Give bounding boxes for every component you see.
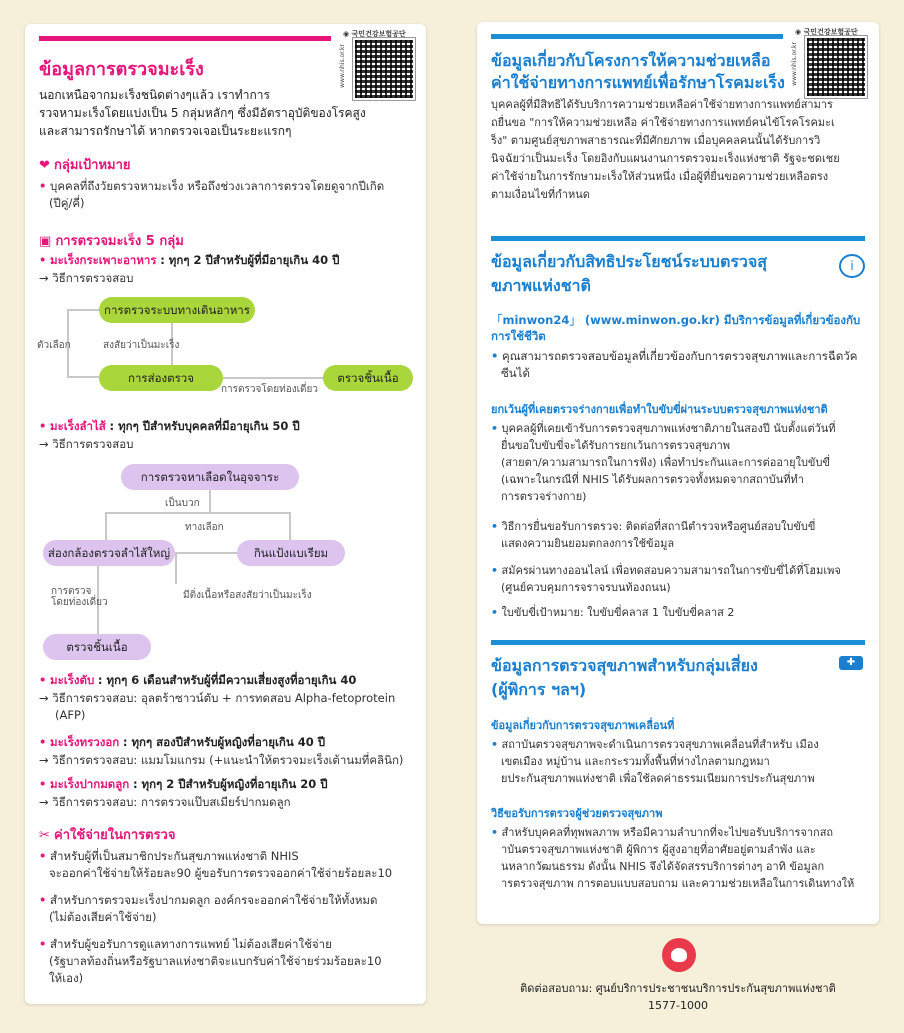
cost-heading: ✂ ค่าใช้จ่ายในการตรวจ bbox=[39, 828, 176, 843]
footer-contact bbox=[477, 980, 879, 1014]
qr-code[interactable] bbox=[805, 36, 867, 98]
minwon-text: • คุณสามารถตรวจสอบข้อมูลที่เกี่ยวข้องกับการตรวจสุขภาพและการฉีดวัค ซีนได้ bbox=[491, 349, 858, 380]
cost-item: • สำหรับผู้ขอรับการดูแลทางการแพทย์ ไม่ต้องเสียค่าใช้จ่าย (รัฐบาลท้องถิ่นหรือรัฐบาลแห่งชาติจะแบกรับค่าใช้จ่ายร่วมร้อยละ10 ให้เอง) bbox=[39, 937, 382, 985]
flow-label-suspect: สงสัยว่าเป็นมะเร็ง bbox=[103, 340, 180, 351]
stomach-method: → วิธีการตรวจสอบ bbox=[39, 271, 134, 285]
colon-method: → วิธีการตรวจสอบ bbox=[39, 437, 134, 451]
flow-box-barium: กินแป้งแบเรียม bbox=[237, 540, 345, 566]
nhis-logo-icon: ◉ 국민건강보험공단 bbox=[343, 30, 406, 38]
title-bar bbox=[39, 36, 331, 41]
heart-logo-icon bbox=[662, 938, 696, 972]
flow-label-alone: การตรวจโดยท่องเดี่ยว bbox=[221, 384, 318, 395]
flow-label-positive: เป็นบวก bbox=[165, 498, 200, 509]
cost-item: • สำหรับผู้ที่เป็นสมาชิกประกันสุขภาพแห่งชาติ NHIS จะออกค่าใช้จ่ายให้ร้อยละ90 ผู้ขอรับการตรวจออกค่าใช้จ่ายร้อยละ10 bbox=[39, 849, 393, 880]
cost-item: • สำหรับการตรวจมะเร็งปากมดลูก องค์กรจะออกค่าใช้จ่ายให้ทั้งหมด (ไม่ต้องเสียค่าใช้จ่าย) bbox=[39, 893, 378, 924]
support-info-card bbox=[477, 22, 879, 924]
flow-box-fobt: การตรวจหาเลือดในอุจจาระ bbox=[121, 464, 299, 490]
title-bar bbox=[491, 34, 783, 39]
qr-caption: www.nhis.or.kr bbox=[791, 42, 798, 86]
money-icon: ✂ bbox=[39, 828, 50, 843]
section-title-benefits: ข้อมูลเกี่ยวกับสิทธิประโยชน์ระบบตรวจสุ ขภาพแห่งชาติ bbox=[491, 252, 768, 295]
target-heading: ❤ กลุ่มเป้าหมาย bbox=[39, 158, 131, 173]
stomach-item: • มะเร็งกระเพาะอาหาร : ทุกๆ 2 ปีสำหรับผู้ที่มีอายุเกิน 40 ปี bbox=[39, 253, 340, 267]
section-title-risk-groups: ข้อมูลการตรวจสุขภาพสำหรับกลุ่มเสี่ยง (ผู้พิการ ฯลฯ) bbox=[491, 656, 758, 699]
page-title: ข้อมูลการตรวจมะเร็ง bbox=[39, 59, 204, 80]
phone-number[interactable]: 1577-1000 bbox=[648, 999, 708, 1012]
disabled-text: • สำหรับบุคคลที่ทุพพลภาพ หรือมีความลำบากที่จะไปขอรับบริการจากสถ าบันตรวจสุขภาพแห่งชาติ ผู้พิการ ผู้สูงอายุที่อาศัยอยู่ตามลำพัง และ นหลากวัฒนธรรม ดังนั้น NHIS จึงได้จัดสรรบริการต่างๆ อาทิ ข้อมูลก ารตรวจสุขภาพ การตอบแบบสอบถาม และความช่วยเหลือในการเดินทางให้ bbox=[491, 826, 855, 890]
groups-heading: ▣ การตรวจมะเร็ง 5 กลุ่ม bbox=[39, 234, 184, 249]
mobile-heading: ข้อมูลเกี่ยวกับการตรวจสุขภาพเคลื่อนที่ bbox=[491, 719, 675, 732]
flow-box-biopsy: ตรวจชิ้นเนื้อ bbox=[43, 634, 151, 660]
exempt-item: • บุคคลผู้ที่เคยเข้ารับการตรวจสุขภาพแห่งชาติภายในสองปี นับตั้งแต่วันที่ ยื่นขอใบขับขี่จะได้รับการยกเว้นการตรวจสุขภาพ (สายตา/ความสามารถในการฟัง) เพื่อทำประกันและการต่ออายุใบขับขี่ (เฉพาะในกรณีที่ NHIS ได้รับผลการตรวจทั้งหมดจากสถาบันที่ทำ การตรวจร่างกาย) bbox=[491, 422, 836, 503]
flow-label-choice: ตัวเลือก bbox=[37, 340, 71, 351]
disabled-heading: วิธีขอรับการตรวจผู้ช่วยตรวจสุขภาพ bbox=[491, 807, 663, 820]
cervix-item: • มะเร็งปากมดลูก : ทุกๆ 2 ปีสำหรับผู้หญิงที่อายุเกิน 20 ปี bbox=[39, 777, 328, 791]
intro-text: นอกเหนือจากมะเร็งชนิดต่างๆแล้ว เราทำการ รวจหามะเร็งโดยแบ่งเป็น 5 กลุ่มหลักๆ ซึ่งมีอัตราอุบัติของโรคสูง และสามารถรักษาได้ หากตรวจเจอเป็นระยะแรกๆ bbox=[39, 88, 366, 138]
flow-label-polyp: มีติ่งเนื้อหรือสงสัยว่าเป็นมะเร็ง bbox=[183, 590, 312, 601]
exempt-heading: ยกเว้นผู้ที่เคยตรวจร่างกายเพื่อทำใบขับขี่ผ่านระบบตรวจสุขภาพแห่งชาติ bbox=[491, 403, 828, 416]
section-title-support: ข้อมูลเกี่ยวกับโครงการให้ความช่วยเหลือ ค่าใช้จ่ายทางการแพทย์เพื่อรักษาโรคมะเร็ง bbox=[491, 51, 785, 92]
liver-method: → วิธีการตรวจสอบ: อุลตร้าซาวน์ตับ + การทดสอบ Alpha-fetoprotein (AFP) bbox=[39, 691, 396, 722]
flow-label-choice: ทางเลือก bbox=[185, 522, 224, 533]
liver-item: • มะเร็งตับ : ทุกๆ 6 เดือนสำหรับผู้ที่มีความเสี่ยงสูงที่อายุเกิน 40 bbox=[39, 673, 357, 687]
info-icon: i bbox=[839, 254, 865, 278]
minwon-heading: 「minwon24」 (www.minwon.go.kr) มีบริการข้อมูลที่เกี่ยวข้องกับ การใช้ชีวิต bbox=[491, 313, 861, 343]
heartbeat-icon: ❤ bbox=[39, 158, 50, 173]
nhis-logo-icon: ◉ 국민건강보험공단 bbox=[795, 28, 858, 36]
flow-box-gi-exam: การตรวจระบบทางเดินอาหาร bbox=[99, 297, 255, 323]
target-text: • บุคคลที่ถึงวัยตรวจหามะเร็ง หรือถึงช่วงเวลาการตรวจโดยดูจากปีเกิด (ปีคู่/คี่) bbox=[39, 179, 385, 210]
exempt-item: • ใบขับขี่เป้าหมาย: ใบขับขี่คลาส 1 ใบขับขี่คลาส 2 bbox=[491, 606, 735, 619]
cancer-screening-card bbox=[25, 24, 426, 1004]
flow-box-colonoscopy: ส่องกล้องตรวจลำไส้ใหญ่ bbox=[43, 540, 175, 566]
qr-caption: www.nhis.or.kr bbox=[339, 44, 346, 88]
flow-label-alone: การตรวจ โดยท่องเดี่ยว bbox=[51, 586, 108, 608]
ambulance-icon: ✚ bbox=[839, 656, 863, 670]
cervix-method: → วิธีการตรวจสอบ: การตรวจแป๊บสเมียร์ปากมดลูก bbox=[39, 795, 291, 809]
section-divider bbox=[491, 236, 865, 241]
exempt-item: • สมัครผ่านทางออนไลน์ เพื่อทดสอบความสามารถในการขับขี่ได้ที่โฮมเพจ (ศูนย์ควบคุมการจราจรบนท้องถนน) bbox=[491, 564, 841, 594]
support-intro: บุคคลผู้ที่มีสิทธิได้รับบริการความช่วยเหลือค่าใช้จ่ายทางการแพทย์สามาร ถยื่นขอ "การให้ความช่วยเหลือ ค่าใช้จ่ายทางการแพทย์คนไข้โรคโรคมะเ ร็ง" ตามศูนย์สุขภาพสาธารณะที่มีศักยภาพ เมื่อบุคคลคนนั้นได้รับการวิ นิจฉัยว่าเป็นมะเร็ง โดยอิงกับแผนงานการตรวจมะเร็งแห่งชาติ รัฐจะชดเชย ค่าใช้จ่ายในการรักษามะเร็งให้ส่วนหนึ่ง เมื่อผู้ที่ยื่นขอความช่วยเหลือตรง ตามเงื่อนไขที่กำหนด bbox=[491, 98, 840, 201]
section-divider bbox=[491, 640, 865, 645]
briefcase-icon: ▣ bbox=[39, 234, 52, 249]
colon-item: • มะเร็งลำไส้ : ทุกๆ ปีสำหรับบุคคลที่มีอายุเกิน 50 ปี bbox=[39, 419, 300, 433]
flow-box-endoscopy: การส่องตรวจ bbox=[99, 365, 223, 391]
exempt-item: • วิธีการยื่นขอรับการตรวจ: ติดต่อที่สถานีตำรวจหรือศูนย์สอบใบขับขี่ แสดงความยินยอมตกลงการใช้ข้อมูล bbox=[491, 520, 816, 550]
flow-box-biopsy: ตรวจชิ้นเนื้อ bbox=[323, 365, 413, 391]
breast-method: → วิธีการตรวจสอบ: แมมโมแกรม (+แนะนำให้ตรวจมะเร็งเต้านมที่คลินิก) bbox=[39, 753, 404, 767]
mobile-text: • สถาบันตรวจสุขภาพจะดำเนินการตรวจสุขภาพเคลื่อนที่สำหรับ เมือง เขตเมือง หมู่บ้าน และกระรวมทั้งพื้นที่ห่างไกลตามกฎหมา ยประกันสุขภาพแห่งชาติ เพื่อใช้ลดค่าธรรมเนียมการประกันสุขภาพ bbox=[491, 738, 819, 785]
breast-item: • มะเร็งทรวงอก : ทุกๆ สองปีสำหรับผู้หญิงที่อายุเกิน 40 ปี bbox=[39, 735, 326, 749]
contact-text: ติดต่อสอบถาม: ศูนย์บริการประชาชนบริการประกันสุขภาพแห่งชาติ bbox=[520, 982, 836, 995]
